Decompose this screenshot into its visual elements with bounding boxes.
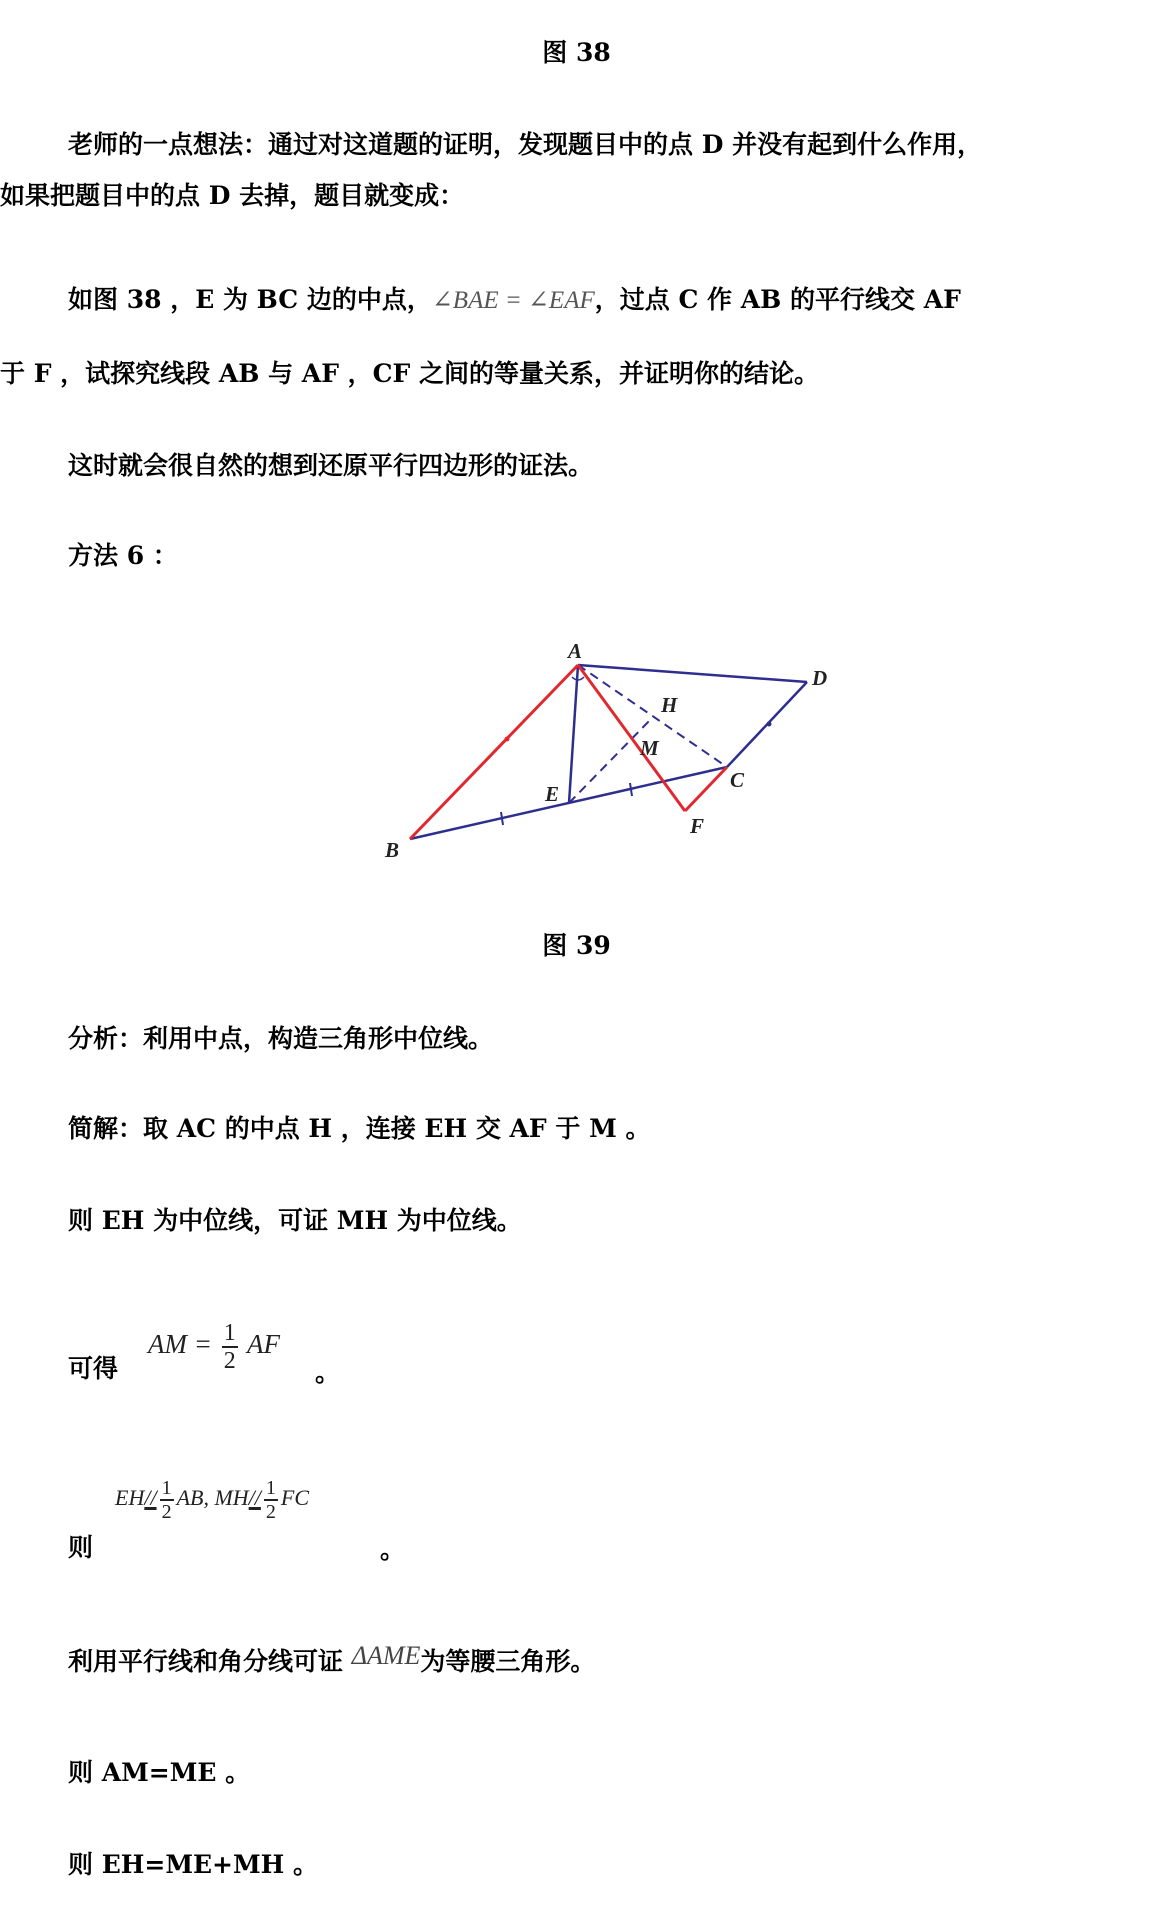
triangle-ame: ΔAME <box>351 1641 421 1670</box>
geometry-figure <box>380 630 840 870</box>
isosceles-pre: 利用平行线和角分线可证 <box>68 1647 344 1676</box>
parallel-mark-CD <box>767 722 772 727</box>
problem-line-1-post: ，过点 C 作 AB 的平行线交 AF <box>594 285 961 314</box>
get-label: 可得 <box>68 1354 119 1383</box>
analysis-text: 分析：利用中点，构造三角形中位线。 <box>68 1024 494 1053</box>
red-segments <box>410 665 727 839</box>
problem-line-2: 于 F ，试探究线段 AB 与 AF ，CF 之间的等量关系，并证明你的结论。 <box>0 359 819 388</box>
formula-am-half-af <box>148 1314 280 1374</box>
label-E: E <box>545 782 560 806</box>
label-C: C <box>730 768 745 792</box>
formula-fc: FC <box>280 1485 310 1510</box>
teacher-note-line-1: 老师的一点想法：通过对这道题的证明，发现题目中的点 D 并没有起到什么作用， <box>68 130 983 159</box>
eh-equals-me-plus-mh: 则 EH=ME+MH 。 <box>68 1850 319 1879</box>
segment-AE <box>569 665 578 803</box>
fraction-numerator: 1 <box>265 1476 276 1499</box>
segment-AB <box>410 665 578 839</box>
am-equals-me: 则 AM=ME 。 <box>68 1758 251 1787</box>
fraction-one-half <box>222 1320 238 1374</box>
formula-ab-mh: AB, MH <box>176 1485 249 1510</box>
midline-statement: 则 EH 为中位线，可证 MH 为中位线。 <box>68 1206 522 1235</box>
teacher-note-line-2: 如果把题目中的点 D 去掉，题目就变成： <box>0 181 465 210</box>
brief-solution-text: 简解：取 AC 的中点 H ，连接 EH 交 AF 于 M 。 <box>68 1114 651 1143</box>
segment-AD <box>578 665 807 682</box>
fraction-denominator: 2 <box>223 1347 236 1374</box>
figure-38-caption: 图 38 <box>542 38 611 67</box>
label-D: D <box>812 666 828 690</box>
then-label: 则 <box>68 1533 94 1562</box>
label-M: M <box>640 736 659 760</box>
formula-eh: EH <box>115 1485 145 1510</box>
fraction-one-half-1 <box>160 1477 174 1523</box>
problem-line-1-pre: 如图 38 ，E 为 BC 边的中点， <box>68 285 432 314</box>
label-B: B <box>385 838 400 862</box>
period-2: 。 <box>380 1535 406 1564</box>
parallel-equal-symbol-1: // <box>144 1485 157 1510</box>
natural-idea-text: 这时就会很自然的想到还原平行四边形的证法。 <box>68 451 594 480</box>
figure-39-caption: 图 39 <box>542 931 611 960</box>
method-title: 方法 6 ： <box>68 541 178 570</box>
fraction-numerator: 1 <box>161 1476 172 1499</box>
angle-equation: ∠BAE = ∠EAF <box>431 287 595 314</box>
fraction-numerator: 1 <box>223 1319 236 1346</box>
label-F: F <box>690 814 705 838</box>
fraction-denominator: 2 <box>161 1500 172 1523</box>
formula-am-rhs: AF <box>246 1329 280 1359</box>
period-1: 。 <box>315 1358 341 1387</box>
fraction-one-half-2 <box>264 1477 278 1523</box>
parallel-equal-symbol-2: // <box>248 1485 261 1510</box>
problem-line-1 <box>68 285 961 316</box>
formula-parallel-half <box>115 1470 309 1526</box>
label-H: H <box>661 693 678 717</box>
parallel-mark-AB <box>505 737 510 742</box>
fraction-denominator: 2 <box>265 1500 276 1523</box>
isosceles-post: 为等腰三角形。 <box>420 1647 596 1676</box>
label-A: A <box>568 639 583 663</box>
segment-FC <box>685 767 727 811</box>
blue-segments <box>410 665 807 839</box>
formula-am-lhs: AM = <box>148 1329 212 1359</box>
isosceles-statement <box>68 1641 596 1677</box>
segment-EH-dashed <box>569 717 653 803</box>
